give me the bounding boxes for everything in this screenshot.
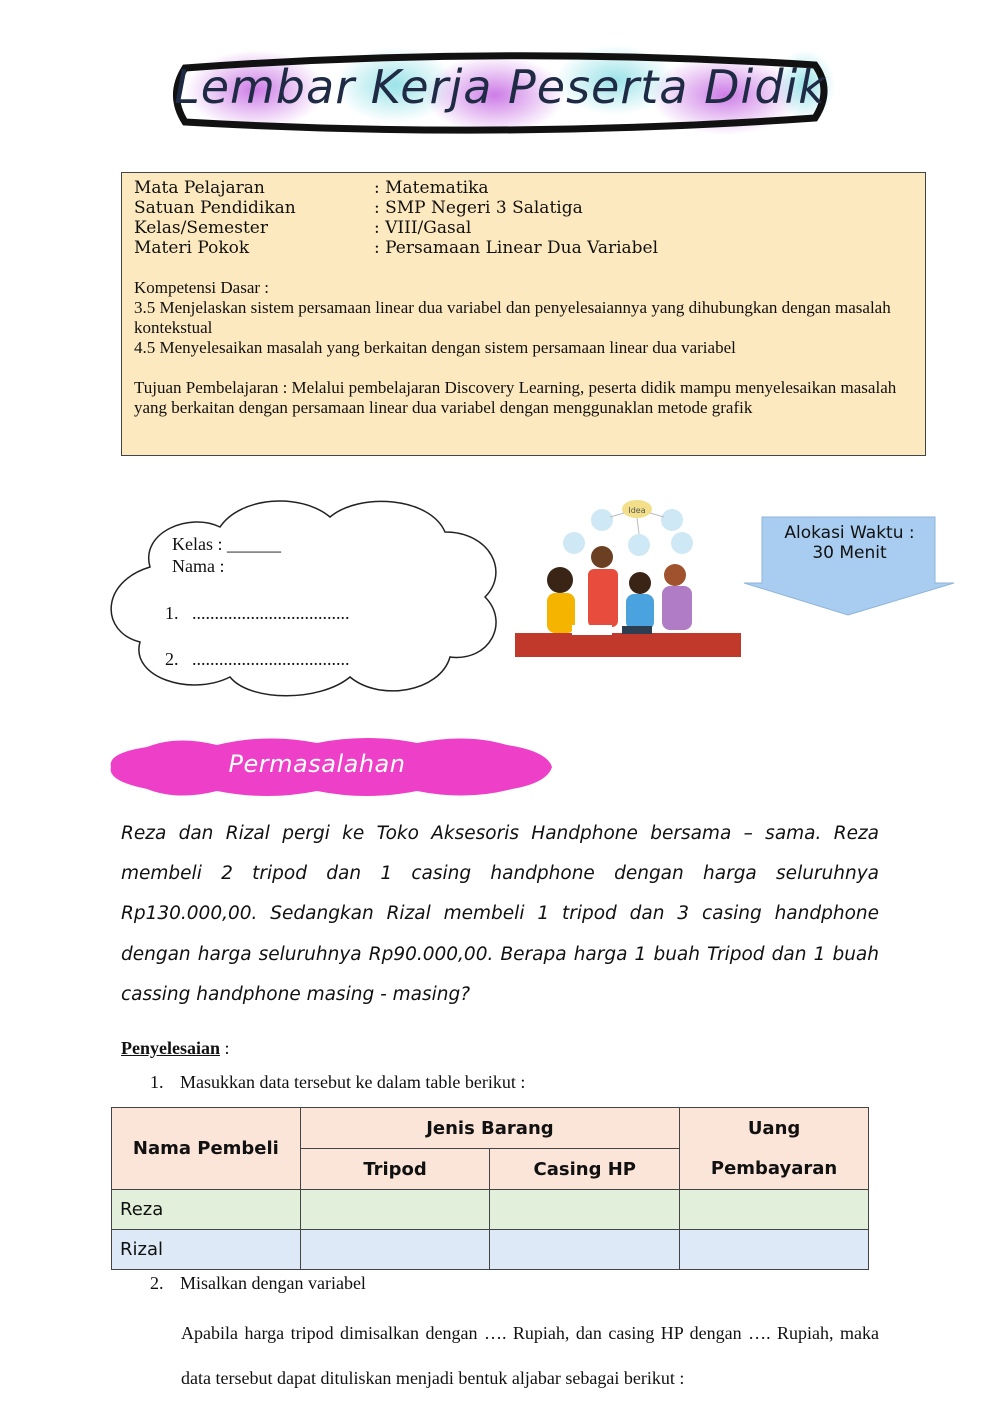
problem-statement: Reza dan Rizal pergi ke Toko Aksesoris Handphone bersama – sama. Reza membeli 2 tripod dan 1 casing handphone dengan harga seluruhnya Rp130.000,00. Sedangkan Rizal membeli 1 tripod dan 3 casing handphone dengan harga seluruhnya Rp90.000,00. Berapa harga 1 buah Tripod dan 1 buah cassing handphone masing - masing?	[121, 823, 879, 1005]
student-identity-cloud	[100, 492, 510, 702]
blank-line: ...................................	[192, 603, 350, 623]
cell-reza-casing[interactable]	[490, 1190, 680, 1230]
step-number: 2.	[150, 1273, 164, 1293]
header-tripod: Tripod	[300, 1149, 490, 1190]
header-jenis-barang: Jenis Barang	[300, 1108, 679, 1149]
step-2-detail: Apabila harga tripod dimisalkan dengan …. Rupiah, dan casing HP dengan …. Rupiah, maka data tersebut dapat dituliskan menjadi bentuk aljabar sebagai berikut :	[181, 1323, 879, 1388]
cell-reza-pembayaran[interactable]	[680, 1190, 869, 1230]
kd-item: 4.5 Menyelesaikan masalah yang berkaitan dengan sistem persamaan linear dua variabel	[134, 338, 736, 357]
kd-heading: Kompetensi Dasar :	[134, 278, 270, 297]
header-casing-hp: Casing HP	[490, 1149, 680, 1190]
time-allocation-label: Alokasi Waktu :	[784, 523, 915, 543]
header-nama-pembeli: Nama Pembeli	[112, 1108, 301, 1190]
step-text: Misalkan dengan variabel	[180, 1273, 366, 1293]
row-name-reza: Reza	[112, 1190, 301, 1230]
header-uang-line2: Pembayaran	[710, 1157, 838, 1179]
meta-row-materi	[134, 238, 913, 258]
purchase-data-table	[111, 1107, 869, 1270]
problem-banner	[107, 733, 555, 801]
row-name-rizal: Rizal	[112, 1230, 301, 1270]
meta-label: Materi Pokok	[134, 238, 250, 258]
cell-rizal-casing[interactable]	[490, 1230, 680, 1270]
cloud-shape	[100, 492, 510, 702]
blank-line: ...................................	[192, 649, 350, 669]
idea-label: Idea	[628, 506, 646, 515]
nama-label: Nama :	[172, 556, 225, 576]
cell-rizal-tripod[interactable]	[300, 1230, 490, 1270]
step-text: Masukkan data tersebut ke dalam table berikut :	[180, 1072, 526, 1092]
problem-banner-title: Permasalahan	[228, 750, 406, 778]
step-number: 1.	[150, 1072, 164, 1092]
kd-item: 3.5 Menjelaskan sistem persamaan linear dua variabel dan penyelesaiannya yang dihubungkan dengan masalah kontekstual	[134, 298, 891, 337]
meta-label: Satuan Pendidikan	[134, 198, 296, 218]
header-uang-line1: Uang	[747, 1117, 801, 1139]
nama-item-1[interactable]	[165, 603, 350, 624]
meta-row-satuan	[134, 198, 913, 218]
meta-value: : VIII/Gasal	[374, 218, 472, 238]
table-row	[112, 1190, 869, 1230]
cell-reza-tripod[interactable]	[300, 1190, 490, 1230]
meta-label: Mata Pelajaran	[134, 178, 265, 198]
meta-row-kelas	[134, 218, 913, 238]
step-2	[150, 1273, 366, 1294]
time-allocation-value: 30 Menit	[812, 543, 887, 563]
meta-value: : Matematika	[374, 178, 489, 198]
list-number: 2.	[165, 649, 179, 669]
time-allocation-arrow	[742, 515, 957, 617]
learning-objective: Tujuan Pembelajaran : Melalui pembelajaran Discovery Learning, peserta didik mampu menyelesaikan masalah yang berkaitan dengan persamaan linear dua variabel dengan menggunaklan metode grafik	[134, 378, 897, 417]
meta-label: Kelas/Semester	[134, 218, 268, 238]
meta-value: : Persamaan Linear Dua Variabel	[374, 238, 659, 258]
solution-heading-label: Penyelesaian	[121, 1038, 220, 1058]
nama-item-2[interactable]	[165, 649, 350, 670]
step-1	[150, 1072, 525, 1093]
meta-row-mapel	[134, 178, 913, 198]
solution-heading	[121, 1038, 230, 1059]
list-number: 1.	[165, 603, 179, 623]
title-banner	[165, 40, 835, 140]
header-uang-pembayaran	[680, 1108, 869, 1190]
table-row	[112, 1230, 869, 1270]
meta-value: : SMP Negeri 3 Salatiga	[374, 198, 583, 218]
solution-heading-suffix: :	[220, 1038, 230, 1058]
info-box	[121, 172, 926, 456]
group-discussion-illustration	[512, 495, 744, 660]
page-title: Lembar Kerja Peserta Didik	[174, 60, 826, 114]
cell-rizal-pembayaran[interactable]	[680, 1230, 869, 1270]
kelas-label: Kelas : ______	[172, 534, 281, 554]
